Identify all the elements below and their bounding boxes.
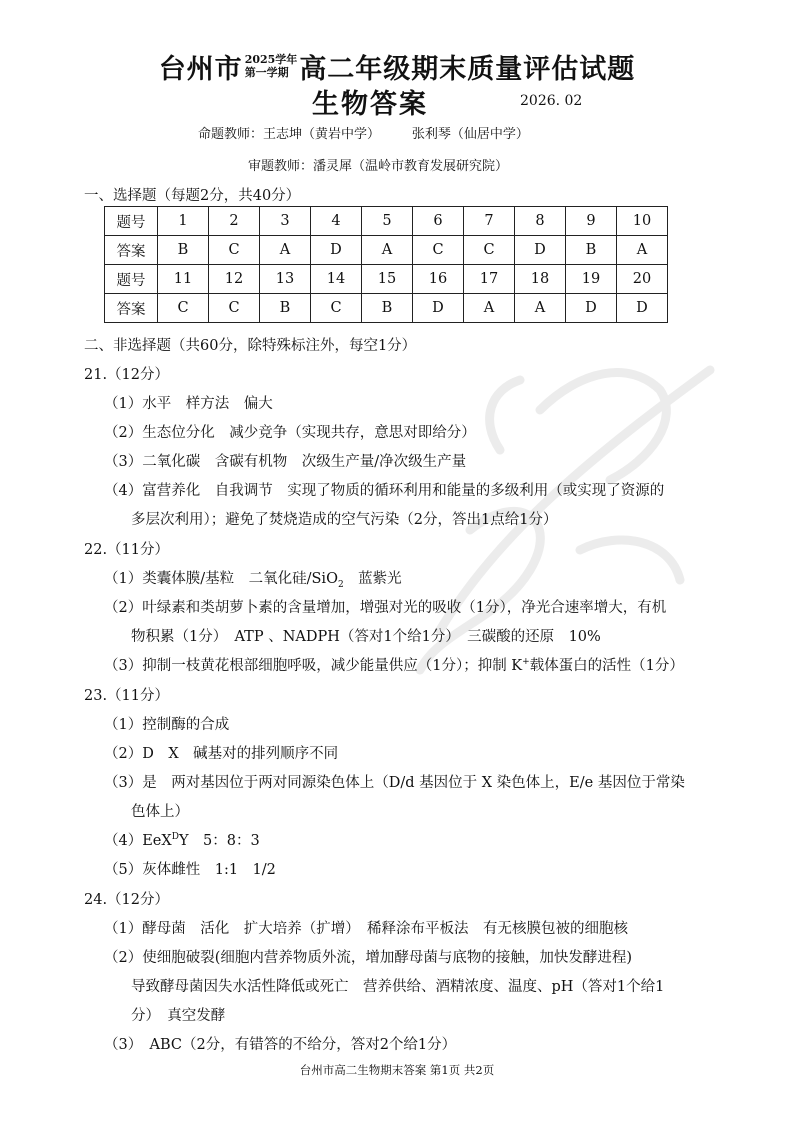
- setter-teacher-1: 命题教师：王志坤（黄岩中学）: [198, 127, 381, 142]
- answer-table-cell: A: [464, 294, 515, 323]
- answer-table-cell: 4: [311, 207, 362, 236]
- q23-answer-4-sup: D: [171, 832, 179, 843]
- q21-answer-3: （3）二氧化碳 含碳有机物 次级生产量/净次级生产量: [104, 454, 467, 470]
- q23-answer-4-text: （4）EeX: [104, 833, 172, 849]
- answer-table-cell: 10: [617, 207, 668, 236]
- answer-table-row: [105, 294, 668, 323]
- q22-answer-1-text: （1）类囊体膜/基粒 二氧化硅/SiO: [104, 571, 338, 587]
- q21-answer-4-cont: 多层次利用）；避免了焚烧造成的空气污染（2分，答出1点给1分）: [131, 512, 558, 528]
- title-main: 高二年级期末质量评估试题: [299, 53, 636, 85]
- answer-table-cell: D: [566, 294, 617, 323]
- answer-table-cell: 15: [362, 265, 413, 294]
- exam-date: 2026. 02: [520, 93, 583, 109]
- q24-answer-2-cont: 导致酵母菌因失水活性降低或死亡 营养供给、酒精浓度、温度、pH（答对1个给1: [131, 979, 665, 995]
- answer-table: [104, 206, 668, 323]
- answer-table-cell: 8: [515, 207, 566, 236]
- answer-table-cell: D: [617, 294, 668, 323]
- q23-answer-1: （1）控制酶的合成: [104, 717, 230, 733]
- answer-table-cell: A: [260, 236, 311, 265]
- answer-table-row: [105, 265, 668, 294]
- answer-table-cell: 6: [413, 207, 464, 236]
- answer-table-row-label: 题号: [105, 207, 158, 236]
- answer-table-cell: 7: [464, 207, 515, 236]
- title-year: 2025学年: [244, 53, 298, 66]
- answer-table-row: [105, 207, 668, 236]
- q23-answer-4: [104, 829, 260, 850]
- answer-table-row-label: 题号: [105, 265, 158, 294]
- q24-answer-2: （2）使细胞破裂(细胞内营养物质外流，增加酵母菌与底物的接触，加快发酵进程): [104, 950, 633, 966]
- answer-table-row-label: 答案: [105, 294, 158, 323]
- q22-answer-2-cont: 物积累（1分） ATP 、NADPH（答对1个给1分） 三碳酸的还原 10%: [131, 629, 601, 645]
- answer-table-cell: 13: [260, 265, 311, 294]
- page-footer: 台州市高二生物期末答案 第1页 共2页: [299, 1063, 495, 1077]
- answer-table-cell: 3: [260, 207, 311, 236]
- answer-table-cell: D: [311, 236, 362, 265]
- answer-table-cell: 20: [617, 265, 668, 294]
- answer-table-cell: D: [413, 294, 464, 323]
- answer-table-cell: 2: [209, 207, 260, 236]
- q23-answer-4-tail: Y 5：8：3: [178, 833, 260, 849]
- q24-answer-1: （1）酵母菌 活化 扩大培养（扩增） 稀释涂布平板法 有无核膜包被的细胞核: [104, 921, 628, 937]
- section1-heading: 一、选择题（每题2分，共40分）: [84, 188, 301, 204]
- answer-table-cell: C: [413, 236, 464, 265]
- q22-heading: 22.（11分）: [84, 542, 170, 558]
- q23-answer-5: （5）灰体雌性 1:1 1/2: [104, 862, 276, 878]
- q23-answer-2: （2）D X 碱基对的排列顺序不同: [104, 746, 339, 762]
- answer-table-cell: C: [464, 236, 515, 265]
- q22-answer-3-tail: 载体蛋白的活性（1分）: [529, 658, 684, 674]
- answer-table-cell: 19: [566, 265, 617, 294]
- answer-table-cell: 14: [311, 265, 362, 294]
- answer-table-cell: D: [515, 236, 566, 265]
- q24-answer-2-cont2: 分） 真空发酵: [131, 1008, 226, 1024]
- answer-table-cell: B: [566, 236, 617, 265]
- answer-table-cell: C: [311, 294, 362, 323]
- answer-table-cell: 18: [515, 265, 566, 294]
- answer-table-cell: 9: [566, 207, 617, 236]
- title-term: 第一学期: [244, 66, 289, 79]
- setter-teachers: [198, 123, 553, 142]
- answer-table-row: [105, 236, 668, 265]
- title-city: 台州市: [158, 53, 243, 85]
- answer-table-cell: 11: [158, 265, 209, 294]
- q21-answer-2: （2）生态位分化 减少竞争（实现共存，意思对即给分）: [104, 425, 476, 441]
- q21-heading: 21.（12分）: [84, 367, 170, 383]
- answer-table-cell: A: [515, 294, 566, 323]
- answer-table-cell: 5: [362, 207, 413, 236]
- answer-table-cell: A: [617, 236, 668, 265]
- answer-table-cell: 1: [158, 207, 209, 236]
- answer-table-cell: A: [362, 236, 413, 265]
- q23-heading: 23.（11分）: [84, 688, 170, 704]
- page-subtitle: 生物答案: [312, 89, 428, 120]
- q21-answer-1: （1）水平 样方法 偏大: [104, 396, 273, 412]
- answer-table-cell: B: [362, 294, 413, 323]
- answer-table-cell: 16: [413, 265, 464, 294]
- q23-answer-3-cont: 色体上）: [131, 804, 189, 820]
- q23-answer-3: （3）是 两对基因位于两对同源染色体上（D/d 基因位于 X 染色体上，E/e 基因位于常染: [104, 775, 685, 791]
- q22-answer-3-text: （3）抑制一枝黄花根部细胞呼吸，减少能量供应（1分）；抑制 K: [104, 658, 523, 674]
- answer-table-cell: B: [158, 236, 209, 265]
- q24-heading: 24.（12分）: [84, 892, 170, 908]
- title-year-term: [245, 53, 298, 79]
- answer-table-cell: C: [209, 236, 260, 265]
- q24-answer-3: （3） ABC（2分，有错答的不给分，答对2个给1分）: [104, 1037, 457, 1053]
- answer-table-cell: C: [158, 294, 209, 323]
- q22-answer-3: [104, 654, 684, 675]
- q21-answer-4: （4）富营养化 自我调节 实现了物质的循环利用和能量的多级利用（或实现了资源的: [104, 483, 665, 499]
- answer-table-cell: C: [209, 294, 260, 323]
- setter-teacher-2: 张利琴（仙居中学）: [411, 127, 529, 142]
- reviewer-teacher: 审题教师：潘灵犀（温岭市教育发展研究院）: [248, 159, 509, 174]
- q22-answer-1-tail: 蓝紫光: [343, 571, 402, 587]
- answer-table-cell: 12: [209, 265, 260, 294]
- q22-answer-2: （2）叶绿素和类胡萝卜素的含量增加，增强对光的吸收（1分），净光合速率增大，有机: [104, 600, 667, 616]
- answer-table-cell: 17: [464, 265, 515, 294]
- q22-answer-1-sub: 2: [337, 579, 344, 590]
- section2-heading: 二、非选择题（共60分，除特殊标注外，每空1分）: [84, 338, 417, 354]
- q22-answer-1: [104, 567, 402, 590]
- q22-answer-3-sup: +: [522, 657, 530, 668]
- answer-table-row-label: 答案: [105, 236, 158, 265]
- answer-table-cell: B: [260, 294, 311, 323]
